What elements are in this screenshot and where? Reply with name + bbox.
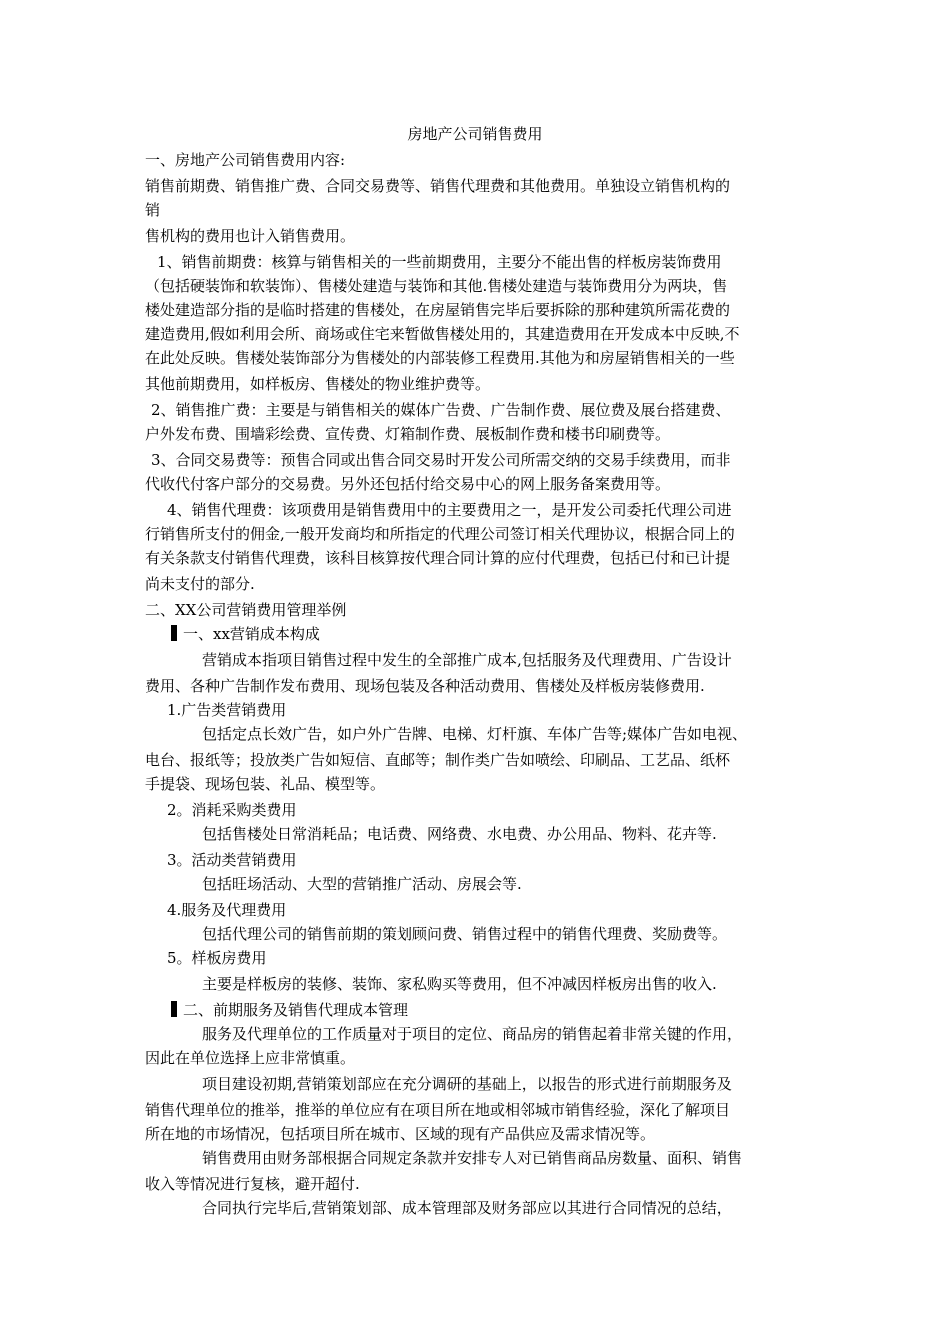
paragraph-line: 收入等情况进行复核，避开超付.	[145, 1175, 360, 1193]
paragraph-line: 3、合同交易费等：预售合同或出售合同交易时开发公司所需交纳的交易手续费用，而非	[151, 451, 731, 469]
paragraph-line: 代收代付客户部分的交易费。另外还包括付给交易中心的网上服务备案费用等。	[145, 475, 671, 493]
paragraph-line: 售机构的费用也计入销售费用。	[145, 227, 356, 245]
subheading-text: 一、xx营销成本构成	[183, 625, 320, 643]
section-heading: 一、房地产公司销售费用内容:	[145, 151, 346, 169]
paragraph-line: 包括售楼处日常消耗品；电话费、网络费、水电费、办公用品、物料、花卉等.	[202, 825, 717, 843]
paragraph-line: 尚未支付的部分.	[145, 575, 255, 593]
paragraph-line: 所在地的市场情况，包括项目所在城市、区域的现有产品供应及需求情况等。	[145, 1125, 656, 1143]
paragraph-line: 1、销售前期费：核算与销售相关的一些前期费用，主要分不能出售的样板房装饰费用	[157, 253, 722, 271]
paragraph-line: 2、销售推广费：主要是与销售相关的媒体广告费、广告制作费、展位费及展台搭建费、	[151, 401, 731, 419]
paragraph-line: 销售前期费、销售推广费、合同交易费等、销售代理费和其他费用。单独设立销售机构的	[145, 177, 731, 195]
paragraph-line: 包括旺场活动、大型的营销推广活动、房展会等.	[202, 875, 522, 893]
paragraph-line: 因此在单位选择上应非常慎重。	[145, 1049, 356, 1067]
paragraph-line: 销	[145, 201, 161, 219]
paragraph-line: 销售代理单位的推举，推举的单位应有在项目所在地或相邻城市销售经验，深化了解项目	[145, 1101, 731, 1119]
item-heading: 2。消耗采购类费用	[167, 801, 297, 819]
paragraph-line: 包括定点长效广告，如户外广告牌、电梯、灯杆旗、车体广告等;媒体广告如电视、	[202, 725, 748, 743]
paragraph-line: 服务及代理单位的工作质量对于项目的定位、商品房的销售起着非常关键的作用，	[202, 1025, 743, 1043]
paragraph-line: 其他前期费用，如样板房、售楼处的物业维护费等。	[145, 375, 491, 393]
bulleted-subheading	[171, 622, 841, 646]
paragraph-line: 营销成本指项目销售过程中发生的全部推广成本,包括服务及代理费用、广告设计	[202, 651, 732, 669]
subheading-text: 二、前期服务及销售代理成本管理	[183, 1001, 409, 1019]
section-heading: 二、XX公司营销费用管理举例	[145, 601, 347, 619]
paragraph-line: 项目建设初期,营销策划部应在充分调研的基础上，以报告的形式进行前期服务及	[202, 1075, 732, 1093]
paragraph-line: 销售费用由财务部根据合同规定条款并安排专人对已销售商品房数量、面积、销售	[202, 1149, 743, 1167]
document-title: 房地产公司销售费用	[407, 125, 543, 143]
paragraph-line: 费用、各种广告制作发布费用、现场包装及各种活动费用、售楼处及样板房装修费用.	[145, 677, 705, 695]
bullet-icon	[171, 625, 177, 641]
paragraph-line: 行销售所支付的佣金,一般开发商均和所指定的代理公司签订相关代理协议，根据合同上的	[145, 525, 735, 543]
item-heading: 1.广告类营销费用	[167, 701, 287, 719]
paragraph-line: 合同执行完毕后,营销策划部、成本管理部及财务部应以其进行合同情况的总结，	[202, 1199, 732, 1217]
item-heading: 4.服务及代理费用	[167, 901, 287, 919]
paragraph-line: （包括硬装饰和软装饰）、售楼处建造与装饰和其他.售楼处建造与装饰费用分为两块，售	[145, 277, 728, 295]
paragraph-line: 电台、报纸等；投放类广告如短信、直邮等；制作类广告如喷绘、印刷品、工艺品、纸杯	[145, 751, 731, 769]
paragraph-line: 在此处反映。售楼处装饰部分为售楼处的内部装修工程费用.其他为和房屋销售相关的一些	[145, 349, 735, 367]
bulleted-subheading	[171, 998, 841, 1022]
paragraph-line: 包括代理公司的销售前期的策划顾问费、销售过程中的销售代理费、奖励费等。	[202, 925, 728, 943]
paragraph-line: 楼处建造部分指的是临时搭建的售楼处，在房屋销售完毕后要拆除的那种建筑所需花费的	[145, 301, 731, 319]
item-heading: 5。样板房费用	[167, 949, 267, 967]
paragraph-line: 建造费用,假如利用会所、商场或住宅来暂做售楼处用的，其建造费用在开发成本中反映,不	[145, 325, 740, 343]
item-heading: 3。活动类营销费用	[167, 851, 297, 869]
paragraph-line: 主要是样板房的装修、装饰、家私购买等费用，但不冲减因样板房出售的收入.	[202, 975, 717, 993]
paragraph-line: 4、销售代理费：该项费用是销售费用中的主要费用之一，是开发公司委托代理公司进	[167, 501, 732, 519]
bullet-icon	[171, 1001, 177, 1017]
paragraph-line: 手提袋、现场包装、礼品、模型等。	[145, 775, 386, 793]
paragraph-line: 有关条款支付销售代理费，该科目核算按代理合同计算的应付代理费，包括已付和已计提	[145, 549, 731, 567]
paragraph-line: 户外发布费、围墙彩绘费、宣传费、灯箱制作费、展板制作费和楼书印刷费等。	[145, 425, 671, 443]
